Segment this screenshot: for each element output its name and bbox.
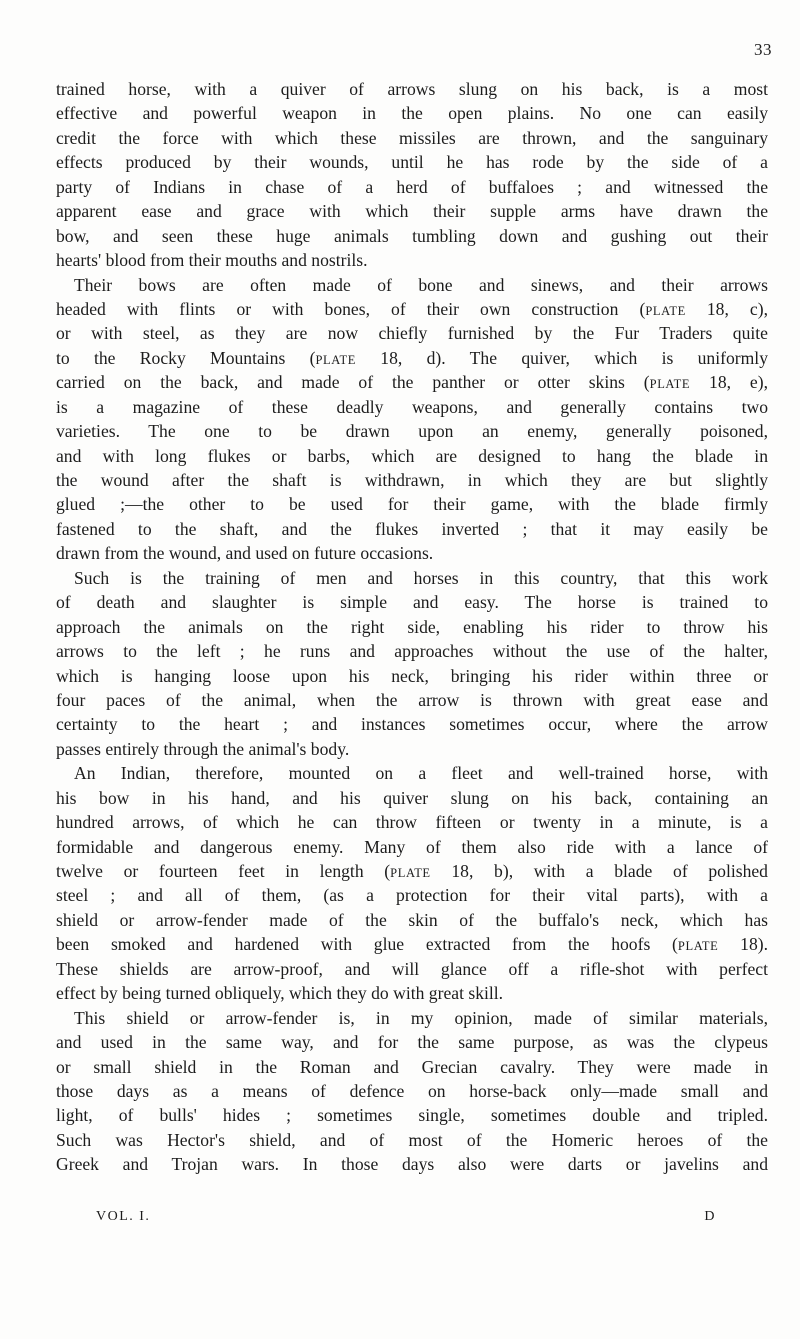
text-line: or small shield in the Roman and Grecian cavalry. They were made in	[56, 1056, 768, 1077]
text-line: Such is the training of men and horses in this country, that this work	[74, 567, 768, 588]
volume-label: VOL. I.	[96, 1209, 151, 1224]
text-line: shield or arrow-fender made of the skin of the buffalo's neck, which has	[56, 909, 768, 930]
text-line: party of Indians in chase of a herd of buffaloes ; and witnessed the	[56, 176, 768, 197]
text-line: Their bows are often made of bone and sinews, and their arrows	[74, 274, 768, 295]
text-line: is a magazine of these deadly weapons, and generally contains two	[56, 396, 768, 417]
text-line: headed with flints or with bones, of their own construction (PLATE 18, c),	[56, 298, 768, 319]
text-line: his bow in his hand, and his quiver slung on his back, containing an	[56, 787, 768, 808]
text-line: An Indian, therefore, mounted on a fleet and well-trained horse, with	[74, 763, 768, 784]
text-line: This shield or arrow-fender is, in my opinion, made of similar materials,	[74, 1007, 768, 1028]
text-line: certainty to the heart ; and instances sometimes occur, where the arrow	[56, 714, 768, 735]
text-line: varieties. The one to be drawn upon an enemy, generally poisoned,	[56, 421, 768, 442]
text-line: fastened to the shaft, and the flukes inverted ; that it may easily be	[56, 518, 768, 539]
text-line: These shields are arrow-proof, and will glance off a rifle-shot with perfect	[56, 958, 768, 979]
text-line: or with steel, as they are now chiefly furnished by the Fur Traders quite	[56, 323, 768, 344]
text-line: credit the force with which these missiles are thrown, and the sanguinary	[56, 127, 768, 148]
text-line: which is hanging loose upon his neck, bringing his rider within three or	[56, 665, 768, 686]
text-line: and used in the same way, and for the same purpose, as was the clypeus	[56, 1032, 768, 1053]
text-line: of death and slaughter is simple and easy. The horse is trained to	[56, 592, 768, 613]
text-line: four paces of the animal, when the arrow is thrown with great ease and	[56, 689, 768, 710]
text-line: those days as a means of defence on horse-back only—made small and	[56, 1080, 768, 1101]
text-line: effects produced by their wounds, until he has rode by the side of a	[56, 152, 768, 173]
body-text	[56, 77, 768, 1177]
text-line: glued ;—the other to be used for their game, with the blade firmly	[56, 494, 768, 515]
text-line: formidable and dangerous enemy. Many of them also ride with a lance of	[56, 836, 768, 857]
page-number: 33	[754, 40, 772, 59]
text-line: light, of bulls' hides ; sometimes single, sometimes double and tripled.	[56, 1105, 768, 1126]
text-line: effective and powerful weapon in the open plains. No one can easily	[56, 103, 768, 124]
text-line: passes entirely through the animal's body.	[56, 738, 350, 759]
text-line: bow, and seen these huge animals tumbling down and gushing out their	[56, 225, 768, 246]
signature-mark: D	[704, 1209, 716, 1224]
text-line: twelve or fourteen feet in length (PLATE 18, b), with a blade of polished	[56, 861, 768, 881]
text-line: hundred arrows, of which he can throw fifteen or twenty in a minute, is a	[56, 812, 768, 833]
text-line: Such was Hector's shield, and of most of the Homeric heroes of the	[56, 1129, 768, 1150]
text-line: been smoked and hardened with glue extracted from the hoofs (PLATE 18).	[56, 934, 768, 955]
text-line: carried on the back, and made of the panther or otter skins (PLATE 18, e),	[56, 372, 768, 393]
text-line: Greek and Trojan wars. In those days also were darts or javelins and	[56, 1154, 768, 1175]
text-line: and with long flukes or barbs, which are designed to hang the blade in	[56, 445, 768, 466]
text-line: effect by being turned obliquely, which they do with great skill.	[56, 983, 504, 1004]
text-line: trained horse, with a quiver of arrows slung on his back, is a most	[56, 79, 768, 99]
text-line: approach the animals on the right side, enabling his rider to throw his	[56, 616, 768, 637]
text-line: drawn from the wound, and used on future occasions.	[56, 543, 434, 564]
text-line: the wound after the shaft is withdrawn, in which they are but slightly	[56, 470, 768, 490]
text-line: to the Rocky Mountains (PLATE 18, d). The quiver, which is uniformly	[56, 347, 768, 368]
text-line: steel ; and all of them, (as a protection for their vital parts), with a	[56, 885, 768, 906]
text-line: arrows to the left ; he runs and approaches without the use of the halter,	[56, 641, 768, 662]
text-line: apparent ease and grace with which their supple arms have drawn the	[56, 201, 768, 222]
text-line: hearts' blood from their mouths and nostrils.	[56, 250, 368, 271]
